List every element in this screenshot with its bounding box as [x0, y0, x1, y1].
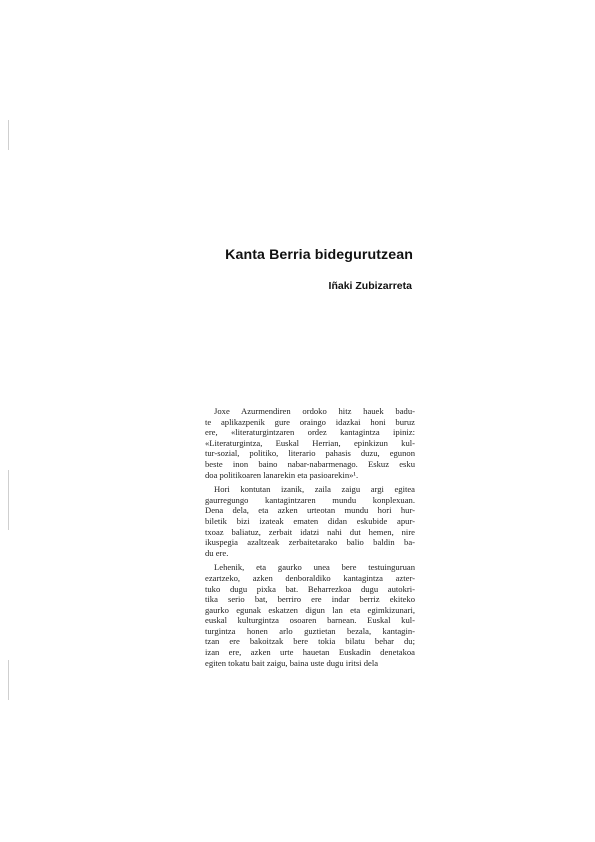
scan-edge-mark: [8, 470, 9, 530]
text-line: te aplikazpenik gure oraingo idazkai honi buruz: [205, 416, 415, 427]
body-paragraph: [205, 406, 415, 480]
article-body: [205, 406, 415, 672]
text-line: gaurregungo kantagintzaren mundu konplexuan.: [205, 494, 415, 505]
text-line: ere, «literaturgintzaren ordez kantagintza ipiniz:: [205, 427, 415, 438]
scan-edge-mark: [8, 120, 9, 150]
text-line: du ere.: [205, 547, 229, 558]
text-line: tuko dugu pixka bat. Beharrezkoa dugu autokri-: [205, 583, 415, 594]
text-line: «Literaturgintza, Euskal Herrian, epinkizun kul-: [205, 437, 415, 448]
body-paragraph: [205, 484, 415, 558]
text-line: biletik bizi izateak ematen didan eskubide apur-: [205, 515, 415, 526]
text-line: Joxe Azurmendiren ordoko hitz hauek badu-: [214, 406, 415, 416]
text-line: izan ere, azken urte hauetan Euskadin denetakoa: [205, 647, 415, 658]
text-line: ezartzeko, azken denboraldiko kantagintza azter-: [205, 572, 415, 583]
text-line: tzan ere bakoitzak bere tokia bilatu behar du;: [205, 636, 415, 647]
text-line: ikuspegia azaltzeak zerbaitetarako balio baldin ba-: [205, 537, 415, 548]
text-line: beste inon baino nabar-nabarmenago. Eskuz esku: [205, 458, 415, 469]
text-line: Dena dela, eta azken urteotan mundu hori hur-: [205, 505, 415, 516]
body-paragraph: [205, 562, 415, 668]
text-line: egiten tokatu bait zaigu, baina uste dugu iritsi dela: [205, 657, 379, 668]
text-line: doa politikoaren lanarekin eta pasioarekin»¹.: [205, 469, 359, 480]
text-line: Hori kontutan izanik, zaila zaigu argi egitea: [214, 484, 415, 495]
article-title: Kanta Berria bidegurutzean: [225, 247, 413, 263]
scan-edge-mark: [8, 660, 9, 700]
text-line: turgintza honen arlo guztietan bezala, kantagin-: [205, 625, 415, 636]
text-line: tur-sozial, politiko, literario pahasis duzu, egunon: [205, 448, 415, 459]
text-line: txoaz baliatuz, zerbait idatzi nahi dut hemen, nire: [205, 526, 415, 537]
text-line: tika serio bat, berriro ere indar berriz ekiteko: [205, 594, 415, 605]
text-line: gaurko egunak eskatzen digun lan eta egimkizunari,: [205, 604, 415, 615]
text-line: Lehenik, eta gaurko unea bere testuinguruan: [214, 562, 415, 573]
text-line: euskal kulturgintza osoaren barnean. Euskal kul-: [205, 615, 415, 626]
article-author: Iñaki Zubizarreta: [328, 280, 412, 292]
